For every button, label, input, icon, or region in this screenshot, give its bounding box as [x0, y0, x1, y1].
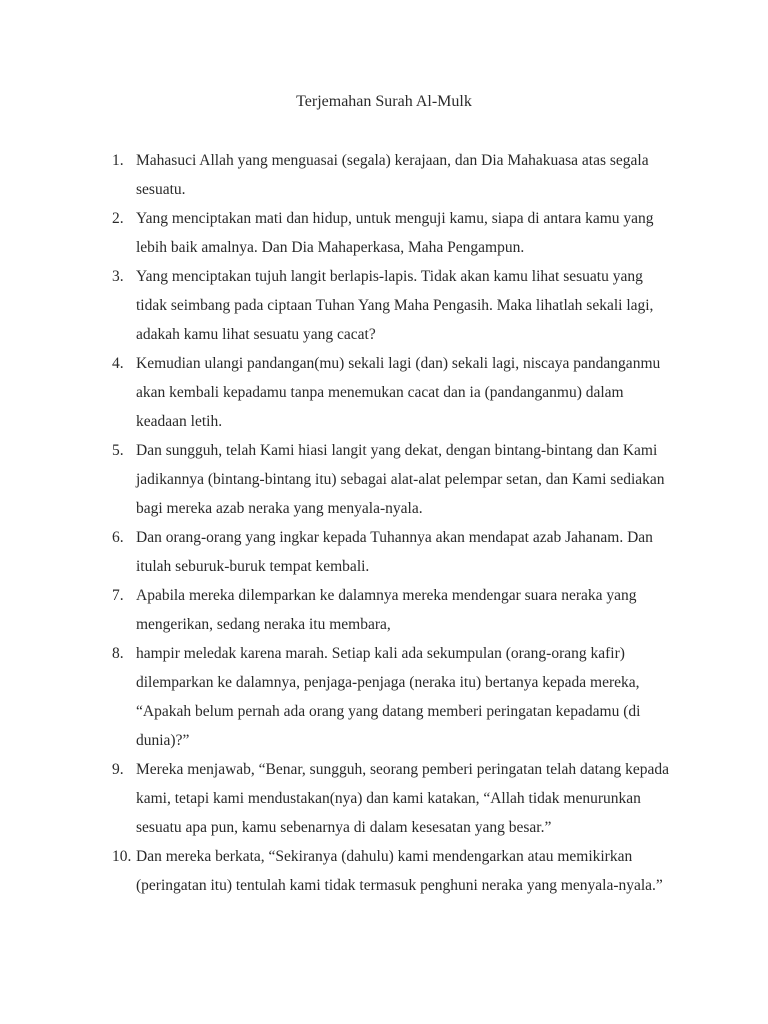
verse-text: Kemudian ulangi pandangan(mu) sekali lagi (dan) sekali lagi, niscaya pandanganmu akan kembali kepadamu tanpa menemukan cacat dan ia (pandanganmu) dalam keadaan letih. [136, 355, 661, 430]
verse-text: Dan sungguh, telah Kami hiasi langit yang dekat, dengan bintang-bintang dan Kami jadikannya (bintang-bintang itu) sebagai alat-alat pelempar setan, dan Kami sediakan bagi mereka azab neraka yang menyala-nyala. [136, 442, 665, 517]
verse-item [112, 523, 672, 581]
verse-item [112, 581, 672, 639]
verse-item [112, 349, 672, 436]
verse-number: 6. [112, 529, 124, 546]
verse-list [112, 146, 672, 900]
verse-text: Yang menciptakan mati dan hidup, untuk menguji kamu, siapa di antara kamu yang lebih baik amalnya. Dan Dia Mahaperkasa, Maha Pengampun. [136, 210, 654, 256]
document-title: Terjemahan Surah Al-Mulk [296, 93, 472, 110]
verse-item [112, 262, 672, 349]
verse-item [112, 842, 672, 900]
verse-number: 5. [112, 442, 124, 459]
verse-item [112, 204, 672, 262]
verse-text: Dan mereka berkata, “Sekiranya (dahulu) kami mendengarkan atau memikirkan (peringatan itu) tentulah kami tidak termasuk penghuni neraka yang menyala-nyala.” [136, 848, 663, 894]
verse-number: 10. [112, 848, 132, 865]
verse-number: 4. [112, 355, 124, 372]
verse-number: 2. [112, 210, 124, 227]
verse-item [112, 146, 672, 204]
verse-text: Yang menciptakan tujuh langit berlapis-lapis. Tidak akan kamu lihat sesuatu yang tidak seimbang pada ciptaan Tuhan Yang Maha Pengasih. Maka lihatlah sekali lagi, adakah kamu lihat sesuatu yang cacat? [136, 268, 654, 343]
verse-number: 9. [112, 761, 124, 778]
verse-text: Apabila mereka dilemparkan ke dalamnya mereka mendengar suara neraka yang mengerikan, sedang neraka itu membara, [136, 587, 637, 633]
verse-item [112, 436, 672, 523]
verse-number: 8. [112, 645, 124, 662]
verse-item [112, 755, 672, 842]
verse-text: Mahasuci Allah yang menguasai (segala) kerajaan, dan Dia Mahakuasa atas segala sesuatu. [136, 152, 649, 198]
verse-item [112, 639, 672, 755]
verse-text: hampir meledak karena marah. Setiap kali ada sekumpulan (orang-orang kafir) dilemparkan ke dalamnya, penjaga-penjaga (neraka itu) bertanya kepada mereka, “Apakah belum pernah ada orang yang datang memberi peringatan kepadamu (di dunia)?” [136, 645, 641, 749]
verse-text: Mereka menjawab, “Benar, sungguh, seorang pemberi peringatan telah datang kepada kami, tetapi kami mendustakan(nya) dan kami katakan, “Allah tidak menurunkan sesuatu apa pun, kamu sebenarnya di dalam kesesatan yang besar.” [136, 761, 670, 836]
verse-text: Dan orang-orang yang ingkar kepada Tuhannya akan mendapat azab Jahanam. Dan itulah seburuk-buruk tempat kembali. [136, 529, 653, 575]
verse-number: 3. [112, 268, 124, 285]
verse-number: 1. [112, 152, 124, 169]
verse-number: 7. [112, 587, 124, 604]
